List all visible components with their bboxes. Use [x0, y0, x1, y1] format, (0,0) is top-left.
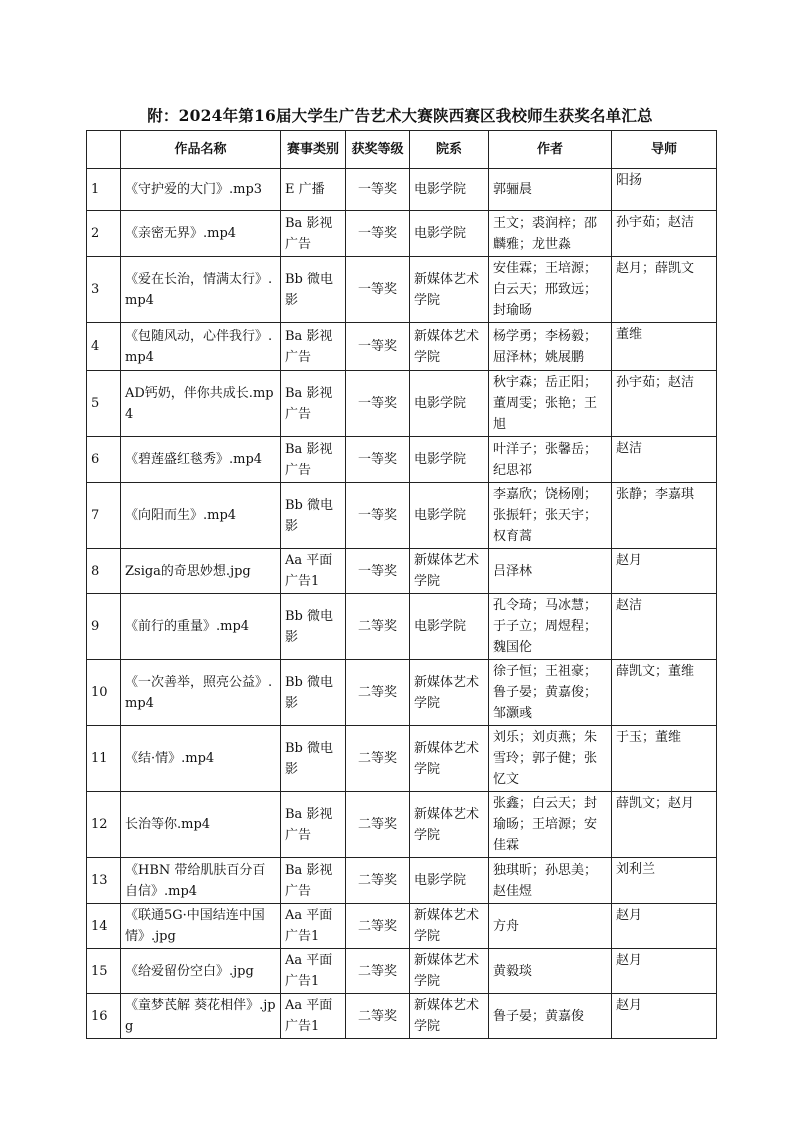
cell-authors: 王文；裘润梓；邵麟雅；龙世淼 — [489, 211, 612, 257]
cell-work: 长治等你.mp4 — [121, 792, 281, 858]
cell-category: Ba 影视广告 — [281, 323, 346, 371]
cell-dept: 新媒体艺术学院 — [410, 949, 489, 994]
cell-no: 13 — [87, 858, 121, 904]
cell-category: Aa 平面广告1 — [281, 994, 346, 1039]
cell-award: 二等奖 — [346, 660, 410, 726]
cell-no: 11 — [87, 726, 121, 792]
cell-tutor: 薛凯文；董维 — [612, 660, 717, 726]
cell-tutor: 赵洁 — [612, 594, 717, 660]
cell-no: 9 — [87, 594, 121, 660]
cell-award: 二等奖 — [346, 726, 410, 792]
cell-work: 《碧莲盛红毯秀》.mp4 — [121, 437, 281, 483]
table-row — [87, 437, 717, 483]
cell-authors: 吕泽林 — [489, 549, 612, 594]
table-row — [87, 549, 717, 594]
cell-award: 一等奖 — [346, 437, 410, 483]
cell-work: 《亲密无界》.mp4 — [121, 211, 281, 257]
cell-category: Bb 微电影 — [281, 726, 346, 792]
cell-work: 《联通5G·中国结连中国情》.jpg — [121, 904, 281, 949]
cell-tutor: 赵月；薛凯文 — [612, 257, 717, 323]
table-row — [87, 323, 717, 371]
cell-work: Zsiga的奇思妙想.jpg — [121, 549, 281, 594]
cell-authors: 杨学勇；李杨毅；屈泽林；姚展鹏 — [489, 323, 612, 371]
cell-authors: 张鑫；白云天；封瑜旸；王培源；安佳霖 — [489, 792, 612, 858]
cell-work: 《童梦芪解 葵花相伴》.jpg — [121, 994, 281, 1039]
cell-authors: 孔令琦；马冰慧；于子立；周煜程；魏国伦 — [489, 594, 612, 660]
cell-tutor: 刘利兰 — [612, 858, 717, 904]
table-row — [87, 257, 717, 323]
cell-tutor: 张静；李嘉琪 — [612, 483, 717, 549]
cell-award: 一等奖 — [346, 257, 410, 323]
cell-authors: 郭骊晨 — [489, 169, 612, 211]
header-no — [87, 131, 121, 169]
cell-work: AD钙奶，伴你共成长.mp4 — [121, 371, 281, 437]
cell-category: E 广播 — [281, 169, 346, 211]
cell-award: 二等奖 — [346, 949, 410, 994]
cell-authors: 独琪昕；孙思美；赵佳煜 — [489, 858, 612, 904]
cell-award: 二等奖 — [346, 904, 410, 949]
cell-dept: 新媒体艺术学院 — [410, 994, 489, 1039]
cell-dept: 电影学院 — [410, 483, 489, 549]
cell-work: 《一次善举，照亮公益》.mp4 — [121, 660, 281, 726]
table-row — [87, 169, 717, 211]
cell-no: 12 — [87, 792, 121, 858]
cell-tutor: 赵月 — [612, 994, 717, 1039]
cell-work: 《包随风动，心伴我行》.mp4 — [121, 323, 281, 371]
table-row — [87, 726, 717, 792]
cell-dept: 新媒体艺术学院 — [410, 660, 489, 726]
cell-authors: 徐子恒；王祖豪；鲁子晏；黄嘉俊；邹灏彧 — [489, 660, 612, 726]
cell-award: 二等奖 — [346, 792, 410, 858]
cell-tutor: 于玉；董维 — [612, 726, 717, 792]
cell-authors: 李嘉欣；饶杨刚；张振轩；张天宇；权育蒿 — [489, 483, 612, 549]
cell-category: Bb 微电影 — [281, 483, 346, 549]
cell-authors: 黄毅琰 — [489, 949, 612, 994]
cell-no: 8 — [87, 549, 121, 594]
cell-no: 3 — [87, 257, 121, 323]
cell-no: 2 — [87, 211, 121, 257]
document-title: 附：2024年第16届大学生广告艺术大赛陕西赛区我校师生获奖名单汇总 — [147, 106, 653, 125]
header-award: 获奖等级 — [346, 131, 410, 169]
cell-award: 二等奖 — [346, 594, 410, 660]
table-row — [87, 994, 717, 1039]
header-dept: 院系 — [410, 131, 489, 169]
cell-dept: 电影学院 — [410, 858, 489, 904]
cell-no: 16 — [87, 994, 121, 1039]
cell-tutor: 薛凯文；赵月 — [612, 792, 717, 858]
cell-tutor: 赵月 — [612, 549, 717, 594]
cell-authors: 秋宇森；岳正阳；董周雯；张艳；王旭 — [489, 371, 612, 437]
cell-work: 《向阳而生》.mp4 — [121, 483, 281, 549]
cell-tutor: 赵月 — [612, 949, 717, 994]
table-row — [87, 904, 717, 949]
cell-dept: 新媒体艺术学院 — [410, 257, 489, 323]
cell-tutor: 阳扬 — [612, 169, 717, 211]
cell-award: 一等奖 — [346, 323, 410, 371]
table-row — [87, 371, 717, 437]
awards-table — [86, 130, 717, 1039]
cell-tutor: 董维 — [612, 323, 717, 371]
header-authors: 作者 — [489, 131, 612, 169]
cell-category: Ba 影视广告 — [281, 211, 346, 257]
cell-authors: 安佳霖；王培源；白云天；邢致远；封瑜旸 — [489, 257, 612, 323]
cell-category: Aa 平面广告1 — [281, 904, 346, 949]
cell-no: 4 — [87, 323, 121, 371]
table-header-row — [87, 131, 717, 169]
cell-dept: 新媒体艺术学院 — [410, 792, 489, 858]
cell-no: 14 — [87, 904, 121, 949]
cell-award: 一等奖 — [346, 483, 410, 549]
cell-award: 一等奖 — [346, 211, 410, 257]
cell-work: 《HBN 带给肌肤百分百自信》.mp4 — [121, 858, 281, 904]
cell-award: 二等奖 — [346, 994, 410, 1039]
cell-dept: 电影学院 — [410, 594, 489, 660]
cell-award: 二等奖 — [346, 858, 410, 904]
cell-no: 7 — [87, 483, 121, 549]
cell-dept: 电影学院 — [410, 371, 489, 437]
cell-authors: 鲁子晏；黄嘉俊 — [489, 994, 612, 1039]
cell-category: Bb 微电影 — [281, 660, 346, 726]
cell-category: Bb 微电影 — [281, 257, 346, 323]
table-row — [87, 594, 717, 660]
cell-category: Bb 微电影 — [281, 594, 346, 660]
cell-tutor: 孙宇茹；赵洁 — [612, 371, 717, 437]
cell-no: 1 — [87, 169, 121, 211]
cell-no: 15 — [87, 949, 121, 994]
cell-dept: 电影学院 — [410, 211, 489, 257]
table-row — [87, 792, 717, 858]
cell-authors: 刘乐；刘贞燕；朱雪玲；郭子健；张忆文 — [489, 726, 612, 792]
header-category: 赛事类别 — [281, 131, 346, 169]
table-row — [87, 483, 717, 549]
cell-category: Ba 影视广告 — [281, 858, 346, 904]
cell-no: 10 — [87, 660, 121, 726]
cell-dept: 新媒体艺术学院 — [410, 904, 489, 949]
cell-dept: 电影学院 — [410, 437, 489, 483]
table-row — [87, 949, 717, 994]
cell-category: Ba 影视广告 — [281, 371, 346, 437]
cell-dept: 新媒体艺术学院 — [410, 323, 489, 371]
cell-award: 一等奖 — [346, 169, 410, 211]
table-row — [87, 858, 717, 904]
table-row — [87, 660, 717, 726]
header-tutor: 导师 — [612, 131, 717, 169]
cell-authors: 叶洋子；张馨岳；纪思祁 — [489, 437, 612, 483]
table-row — [87, 211, 717, 257]
cell-category: Ba 影视广告 — [281, 437, 346, 483]
cell-tutor: 孙宇茹；赵洁 — [612, 211, 717, 257]
cell-dept: 新媒体艺术学院 — [410, 726, 489, 792]
cell-dept: 新媒体艺术学院 — [410, 549, 489, 594]
header-work: 作品名称 — [121, 131, 281, 169]
cell-work: 《给爱留份空白》.jpg — [121, 949, 281, 994]
cell-award: 一等奖 — [346, 371, 410, 437]
cell-authors: 方舟 — [489, 904, 612, 949]
cell-award: 一等奖 — [346, 549, 410, 594]
cell-work: 《守护爱的大门》.mp3 — [121, 169, 281, 211]
cell-category: Aa 平面广告1 — [281, 949, 346, 994]
cell-category: Ba 影视广告 — [281, 792, 346, 858]
cell-dept: 电影学院 — [410, 169, 489, 211]
cell-tutor: 赵洁 — [612, 437, 717, 483]
cell-category: Aa 平面广告1 — [281, 549, 346, 594]
cell-work: 《前行的重量》.mp4 — [121, 594, 281, 660]
cell-work: 《结·情》.mp4 — [121, 726, 281, 792]
cell-tutor: 赵月 — [612, 904, 717, 949]
cell-no: 5 — [87, 371, 121, 437]
cell-no: 6 — [87, 437, 121, 483]
cell-work: 《爱在长治，情满太行》.mp4 — [121, 257, 281, 323]
